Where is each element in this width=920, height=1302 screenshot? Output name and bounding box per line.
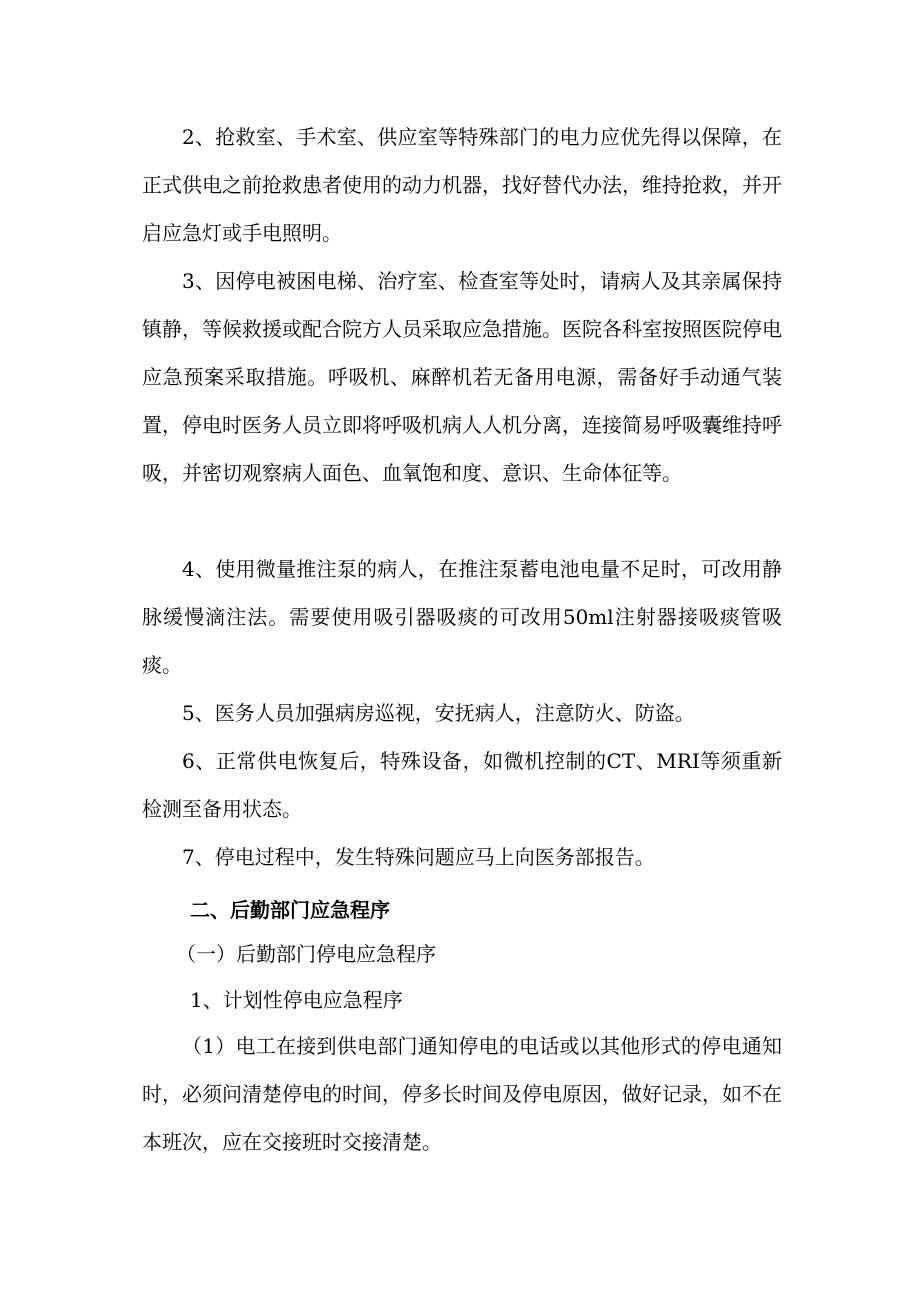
paragraph-report-issues: 7、停电过程中，发生特殊问题应马上向医务部报告。 xyxy=(182,845,655,869)
paragraph-ward-patrol: 5、医务人员加强病房巡视，安抚病人，注意防火、防盗。 xyxy=(182,701,695,725)
section-heading: 二、后勤部门应急程序 xyxy=(190,898,390,922)
paragraph-electrician-notice: （1）电工在接到供电部门通知停电的电话或以其他形式的停电通知时，必须问清楚停电的时间，停多长时间及停电原因，做好记录，如不在本班次，应在交接班时交接清楚。 xyxy=(142,1034,782,1154)
paragraph-power-restored: 6、正常供电恢复后，特殊设备，如微机控制的CT、MRI等须重新检测至备用状态。 xyxy=(142,749,782,821)
item-heading: 1、计划性停电应急程序 xyxy=(190,988,403,1012)
paragraph-infusion-pump: 4、使用微量推注泵的病人，在推注泵蓄电池电量不足时，可改用静脉缓慢滴注法。需要使用吸引器吸痰的可改用50ml注射器接吸痰管吸痰。 xyxy=(142,557,782,677)
subsection-heading: （一）后勤部门停电应急程序 xyxy=(176,942,436,966)
paragraph-trapped-patients: 3、因停电被困电梯、治疗室、检查室等处时，请病人及其亲属保持镇静，等候救援或配合院方人员采取应急措施。医院各科室按照医院停电应急预案采取措施。呼吸机、麻醉机若无备用电源，需备好手动通气装置，停电时医务人员立即将呼吸机病人人机分离，连接简易呼吸囊维持呼吸，并密切观察病人面色、血氧饱和度、意识、生命体征等。 xyxy=(142,269,782,485)
paragraph-emergency-rooms-power: 2、抢救室、手术室、供应室等特殊部门的电力应优先得以保障，在正式供电之前抢救患者使用的动力机器，找好替代办法，维持抢救，并开启应急灯或手电照明。 xyxy=(142,125,782,245)
